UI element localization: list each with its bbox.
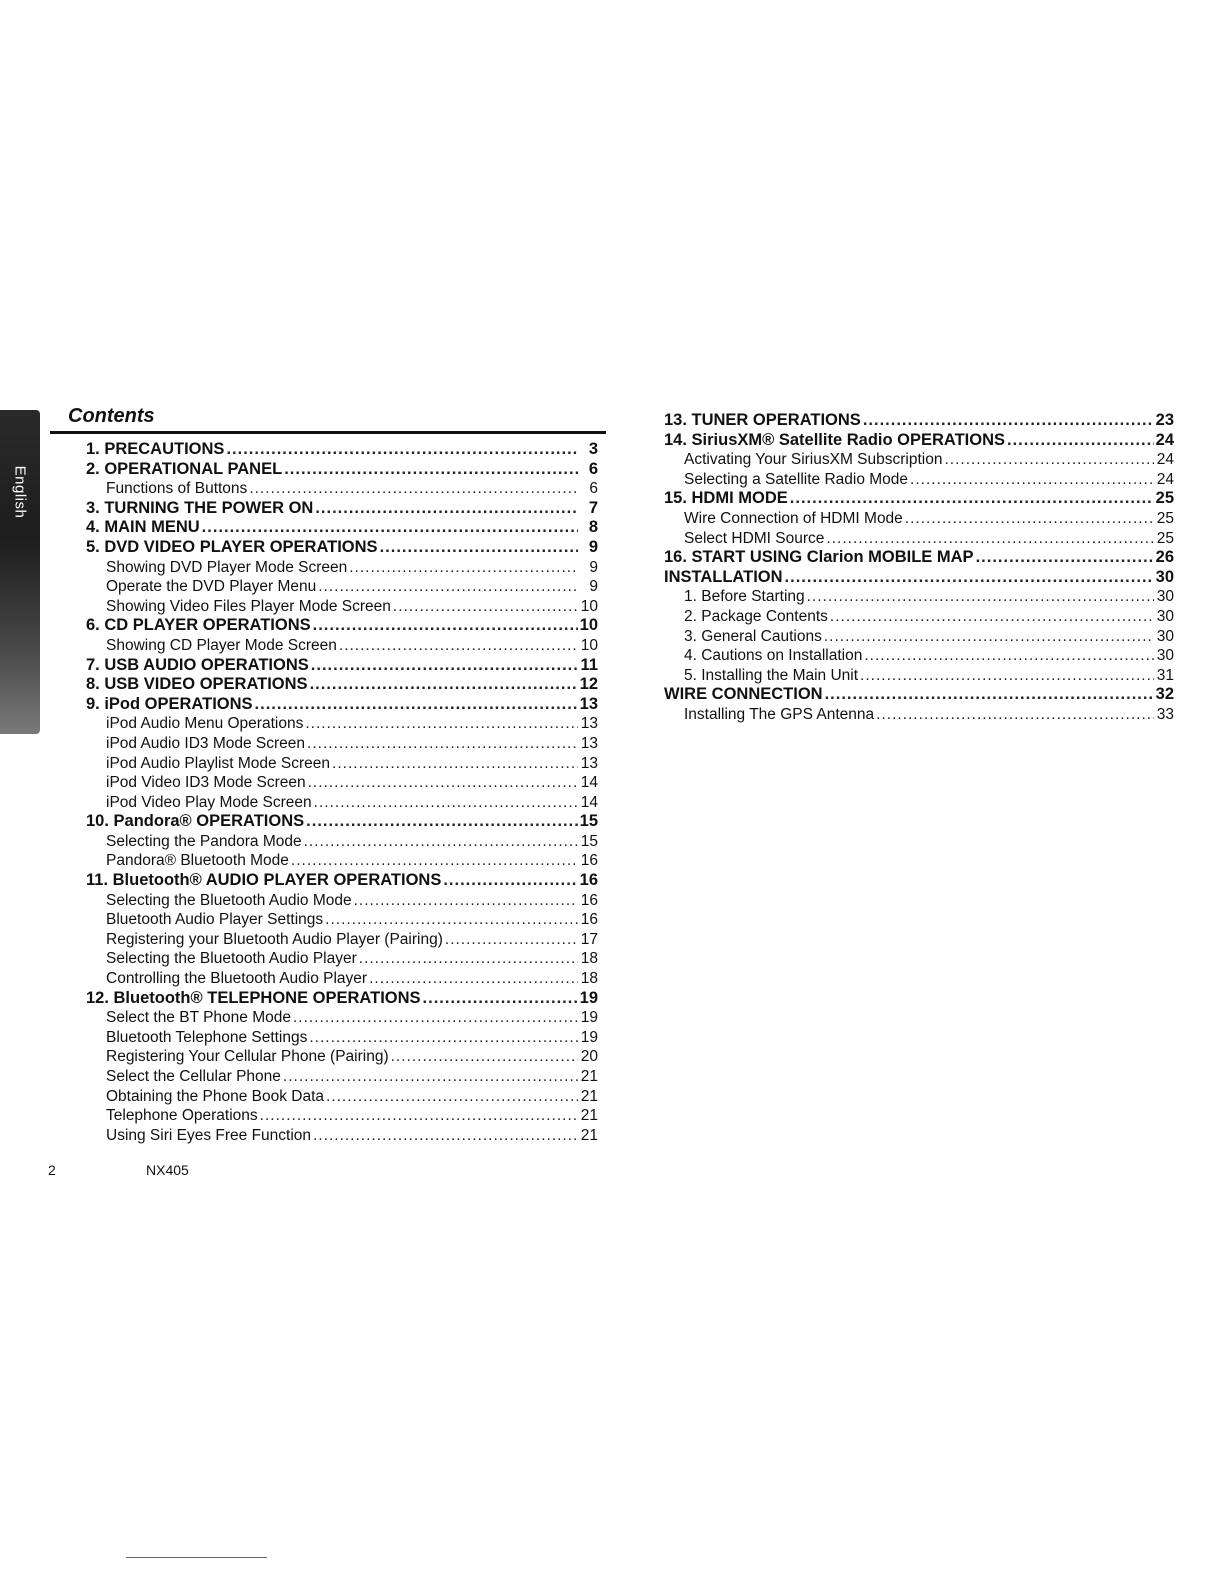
toc-leader-dots (310, 675, 578, 695)
toc-leader-dots (293, 1008, 578, 1028)
toc-leader-dots (332, 754, 578, 774)
toc-page-number: 30 (1156, 607, 1174, 625)
toc-leader-dots (391, 1047, 578, 1067)
toc-page-number: 15 (580, 832, 598, 850)
toc-entry-label: Registering your Bluetooth Audio Player (Pairing) (106, 930, 443, 948)
toc-entry-label: Functions of Buttons (106, 480, 248, 498)
toc-leader-dots (423, 989, 578, 1009)
toc-leader-dots (308, 773, 578, 793)
toc-entry-label: WIRE CONNECTION (664, 685, 823, 704)
toc-entry-label: 15. HDMI MODE (664, 489, 788, 508)
toc-entry-label: Selecting the Pandora Mode (106, 832, 302, 850)
toc-entry-label: 14. SiriusXM® Satellite Radio OPERATIONS (664, 430, 1006, 449)
toc-heading-entry[interactable] (86, 538, 598, 558)
toc-page-number: 24 (1155, 430, 1174, 449)
toc-entry-label: 5. DVD VIDEO PLAYER OPERATIONS (86, 537, 378, 556)
toc-leader-dots (825, 685, 1154, 705)
toc-leader-dots (826, 529, 1154, 549)
toc-page-number: 10 (580, 597, 598, 615)
toc-page-number: 8 (588, 518, 598, 537)
toc-heading-entry[interactable] (86, 871, 598, 891)
toc-entry-label: Using Siri Eyes Free Function (106, 1126, 312, 1144)
toc-page-number: 16 (580, 852, 598, 870)
toc-entry-label: 11. Bluetooth® AUDIO PLAYER OPERATIONS (86, 871, 442, 890)
toc-subentry[interactable] (664, 470, 1174, 490)
toc-entry-label: iPod Audio Playlist Mode Screen (106, 754, 331, 772)
toc-page-number: 25 (1155, 489, 1174, 508)
toc-entry-label: Obtaining the Phone Book Data (106, 1087, 325, 1105)
toc-leader-dots (226, 440, 578, 460)
toc-leader-dots (860, 666, 1154, 686)
toc-leader-dots (863, 411, 1154, 431)
toc-leader-dots (976, 548, 1154, 568)
language-side-tab (0, 410, 40, 734)
toc-page-number: 26 (1155, 548, 1174, 567)
toc-leader-dots (326, 1087, 578, 1107)
toc-page-number: 12 (579, 675, 598, 694)
toc-leader-dots (807, 587, 1154, 607)
toc-subentry[interactable] (664, 646, 1174, 666)
toc-entry-label: Bluetooth Telephone Settings (106, 1028, 308, 1046)
toc-entry-label: 2. OPERATIONAL PANEL (86, 459, 283, 478)
toc-page-number: 21 (580, 1068, 598, 1085)
toc-subentry[interactable] (664, 450, 1174, 470)
toc-entry-label: 3. TURNING THE POWER ON (86, 498, 314, 517)
toc-page-number: 24 (1156, 470, 1174, 488)
toc-page-number: 25 (1156, 509, 1174, 527)
toc-leader-dots (314, 793, 578, 813)
toc-page-number: 19 (579, 988, 598, 1007)
toc-subentry[interactable] (86, 793, 598, 813)
toc-leader-dots (304, 832, 578, 852)
toc-entry-label: Operate the DVD Player Menu (106, 578, 317, 596)
toc-subentry[interactable] (86, 1087, 598, 1107)
toc-subentry[interactable] (664, 666, 1174, 686)
toc-heading-entry[interactable] (86, 499, 598, 519)
toc-page-number: 14 (580, 774, 598, 792)
toc-subentry[interactable] (86, 969, 598, 989)
toc-leader-dots (291, 851, 578, 871)
toc-entry-label: Showing CD Player Mode Screen (106, 636, 337, 654)
toc-page-number: 13 (580, 715, 598, 733)
toc-entry-label: Wire Connection of HDMI Mode (684, 509, 903, 527)
toc-leader-dots (339, 636, 578, 656)
toc-entry-label: Bluetooth Audio Player Settings (106, 911, 324, 929)
toc-leader-dots (905, 509, 1154, 529)
toc-page-number: 16 (579, 871, 598, 890)
toc-leader-dots (354, 891, 578, 911)
toc-leader-dots (325, 910, 578, 930)
language-tab-label: English (11, 465, 29, 519)
toc-leader-dots (318, 577, 578, 597)
toc-entry-label: iPod Audio Menu Operations (106, 715, 304, 733)
toc-page-number: 21 (580, 1126, 598, 1144)
toc-subentry[interactable] (86, 832, 598, 852)
toc-page-number: 24 (1156, 451, 1174, 469)
toc-heading-entry[interactable] (664, 568, 1174, 588)
toc-subentry[interactable] (86, 577, 598, 597)
toc-entry-label: Select the Cellular Phone (106, 1068, 281, 1085)
toc-subentry[interactable] (664, 529, 1174, 549)
toc-page-number: 25 (1156, 529, 1174, 547)
toc-left-column (86, 440, 598, 1145)
toc-leader-dots (864, 646, 1154, 666)
toc-leader-dots (1007, 431, 1154, 451)
toc-page-number: 20 (580, 1048, 598, 1066)
toc-leader-dots (311, 656, 578, 676)
toc-leader-dots (249, 479, 578, 499)
toc-page-number: 11 (580, 655, 598, 674)
toc-leader-dots (369, 969, 578, 989)
toc-entry-label: 16. START USING Clarion MOBILE MAP (664, 548, 974, 567)
toc-leader-dots (910, 470, 1154, 490)
toc-page-number: 18 (580, 970, 598, 988)
toc-leader-dots (313, 616, 578, 636)
toc-page-number: 33 (1156, 705, 1174, 723)
toc-page-number: 15 (579, 812, 598, 831)
toc-page-number: 18 (580, 950, 598, 968)
toc-leader-dots (202, 518, 578, 538)
toc-entry-label: 5. Installing the Main Unit (684, 666, 859, 684)
toc-leader-dots (876, 705, 1154, 725)
toc-page-number: 16 (580, 891, 598, 909)
toc-subentry[interactable] (86, 1047, 598, 1067)
toc-leader-dots (445, 930, 578, 950)
toc-entry-label: 9. iPod OPERATIONS (86, 694, 253, 713)
toc-leader-dots (283, 1067, 578, 1087)
toc-subentry[interactable] (664, 627, 1174, 647)
toc-page-number: 6 (589, 480, 598, 498)
toc-page-number: 30 (1156, 627, 1174, 645)
toc-entry-label: Selecting the Bluetooth Audio Player (106, 950, 357, 968)
toc-heading-entry[interactable] (664, 548, 1174, 568)
toc-page-number: 9 (589, 578, 598, 596)
toc-page-number: 21 (580, 1087, 598, 1105)
toc-entry-label: Controlling the Bluetooth Audio Player (106, 970, 368, 988)
toc-entry-label: Select the BT Phone Mode (106, 1009, 291, 1027)
toc-leader-dots (309, 1028, 578, 1048)
toc-leader-dots (824, 627, 1154, 647)
toc-entry-label: 6. CD PLAYER OPERATIONS (86, 616, 311, 635)
toc-page-number: 17 (580, 930, 598, 948)
toc-leader-dots (284, 460, 578, 480)
toc-page-number: 10 (579, 616, 598, 635)
toc-entry-label: 13. TUNER OPERATIONS (664, 411, 861, 429)
toc-page-number: 30 (1156, 647, 1174, 665)
toc-subentry[interactable] (86, 1126, 598, 1146)
toc-leader-dots (944, 450, 1154, 470)
toc-subentry[interactable] (86, 1028, 598, 1048)
toc-entry-label: Showing DVD Player Mode Screen (106, 558, 348, 576)
toc-page-number: 13 (579, 694, 598, 713)
toc-heading-entry[interactable] (86, 616, 598, 636)
toc-right-column (664, 411, 1174, 725)
toc-subentry[interactable] (86, 1008, 598, 1028)
toc-entry-label: 1. Before Starting (684, 588, 805, 606)
toc-leader-dots (313, 1126, 578, 1146)
toc-page-number: 23 (1155, 411, 1174, 429)
toc-subentry[interactable] (86, 1106, 598, 1126)
toc-entry-label: iPod Video Play Mode Screen (106, 793, 312, 811)
title-divider (50, 431, 606, 434)
toc-entry-label: 10. Pandora® OPERATIONS (86, 812, 305, 831)
toc-page-number: 9 (588, 537, 598, 556)
toc-page-number: 30 (1155, 567, 1174, 586)
toc-entry-label: Installing The GPS Antenna (684, 705, 875, 723)
toc-heading-entry[interactable] (86, 695, 598, 715)
toc-heading-entry[interactable] (664, 685, 1174, 705)
toc-subentry[interactable] (86, 851, 598, 871)
toc-heading-entry[interactable] (664, 411, 1174, 431)
toc-entry-label: 4. MAIN MENU (86, 518, 200, 537)
toc-subentry[interactable] (664, 587, 1174, 607)
toc-leader-dots (305, 714, 578, 734)
toc-entry-label: 1. PRECAUTIONS (86, 440, 225, 458)
toc-leader-dots (830, 607, 1154, 627)
toc-leader-dots (393, 597, 578, 617)
toc-subentry[interactable] (86, 773, 598, 793)
bottom-underline (126, 1557, 267, 1558)
toc-subentry[interactable] (86, 597, 598, 617)
toc-page-number: 19 (580, 1009, 598, 1027)
toc-page-number: 32 (1155, 685, 1174, 704)
toc-entry-label: Telephone Operations (106, 1107, 258, 1125)
toc-leader-dots (306, 812, 577, 832)
toc-heading-entry[interactable] (664, 489, 1174, 509)
toc-leader-dots (315, 499, 578, 519)
toc-subentry[interactable] (664, 607, 1174, 627)
toc-page-number: 9 (589, 558, 598, 576)
toc-leader-dots (785, 568, 1154, 588)
toc-entry-label: Activating Your SiriusXM Subscription (684, 451, 943, 469)
toc-leader-dots (790, 489, 1154, 509)
toc-leader-dots (359, 949, 578, 969)
toc-page-number: 6 (588, 459, 598, 478)
toc-page-number: 19 (580, 1028, 598, 1046)
toc-subentry[interactable] (86, 714, 598, 734)
toc-heading-entry[interactable] (86, 518, 598, 538)
toc-entry-label: INSTALLATION (664, 567, 783, 586)
toc-heading-entry[interactable] (86, 440, 598, 460)
toc-page-number: 14 (580, 793, 598, 811)
toc-subentry[interactable] (86, 754, 598, 774)
toc-subentry[interactable] (86, 636, 598, 656)
page-number: 2 (48, 1162, 56, 1178)
toc-subentry[interactable] (86, 558, 598, 578)
toc-entry-label: Selecting a Satellite Radio Mode (684, 470, 909, 488)
toc-leader-dots (307, 734, 578, 754)
toc-page-number: 31 (1156, 666, 1174, 684)
toc-page-number: 10 (580, 636, 598, 654)
toc-entry-label: Pandora® Bluetooth Mode (106, 852, 289, 870)
toc-heading-entry[interactable] (86, 656, 598, 676)
toc-subentry[interactable] (86, 949, 598, 969)
toc-heading-entry[interactable] (86, 675, 598, 695)
toc-page-number: 30 (1156, 588, 1174, 606)
toc-subentry[interactable] (86, 930, 598, 950)
toc-page-number: 16 (580, 911, 598, 929)
toc-page-number: 21 (580, 1107, 598, 1125)
toc-entry-label: Selecting the Bluetooth Audio Mode (106, 891, 352, 909)
toc-heading-entry[interactable] (86, 989, 598, 1009)
toc-page-number: 13 (580, 754, 598, 772)
toc-subentry[interactable] (86, 1067, 598, 1087)
toc-entry-label: 4. Cautions on Installation (684, 647, 863, 665)
toc-entry-label: iPod Audio ID3 Mode Screen (106, 734, 306, 752)
toc-heading-entry[interactable] (86, 460, 598, 480)
toc-heading-entry[interactable] (86, 812, 598, 832)
toc-heading-entry[interactable] (664, 431, 1174, 451)
toc-entry-label: Select HDMI Source (684, 529, 825, 547)
toc-subentry[interactable] (86, 891, 598, 911)
toc-entry-label: Registering Your Cellular Phone (Pairing) (106, 1048, 389, 1066)
toc-leader-dots (349, 558, 578, 578)
toc-entry-label: iPod Video ID3 Mode Screen (106, 774, 306, 792)
toc-entry-label: 8. USB VIDEO OPERATIONS (86, 675, 308, 694)
toc-subentry[interactable] (86, 479, 598, 499)
toc-subentry[interactable] (86, 910, 598, 930)
contents-title: Contents (68, 405, 155, 427)
toc-page-number: 3 (588, 440, 598, 458)
toc-leader-dots (380, 538, 578, 558)
toc-leader-dots (255, 695, 578, 715)
toc-entry-label: 3. General Cautions (684, 627, 822, 645)
toc-page-number: 13 (580, 734, 598, 752)
toc-subentry[interactable] (86, 734, 598, 754)
toc-entry-label: Showing Video Files Player Mode Screen (106, 597, 391, 615)
toc-subentry[interactable] (664, 509, 1174, 529)
toc-entry-label: 2. Package Contents (684, 607, 828, 625)
model-name: NX405 (146, 1162, 189, 1178)
toc-leader-dots (260, 1106, 578, 1126)
toc-leader-dots (443, 871, 577, 891)
toc-page-number: 7 (588, 498, 598, 517)
toc-subentry[interactable] (664, 705, 1174, 725)
toc-entry-label: 12. Bluetooth® TELEPHONE OPERATIONS (86, 988, 421, 1007)
toc-entry-label: 7. USB AUDIO OPERATIONS (86, 655, 309, 674)
